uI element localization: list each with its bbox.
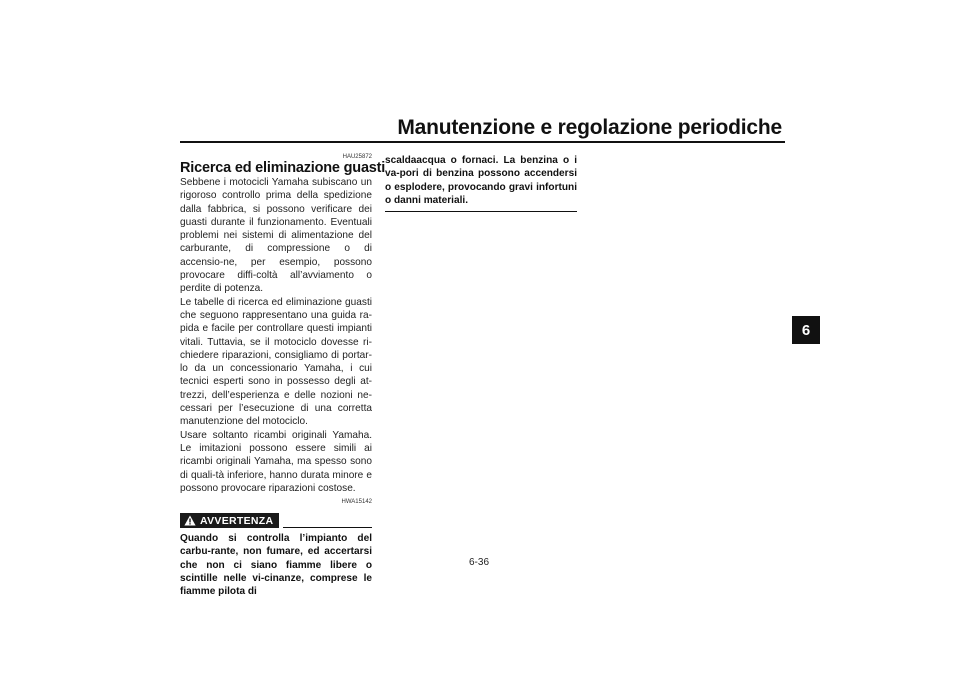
warning-triangle-icon [184,515,196,526]
warning-header [180,512,372,529]
paragraph-3: Usare soltanto ricambi originali Yamaha. Le imitazioni possono essere simili ai ricambi originali Yamaha, ma spesso sono di quali-tà inferiore, hanno durata minore e possono provocare riparazioni costose. [180,429,372,494]
paragraph-2: Le tabelle di ricerca ed eliminazione guasti che seguono rappresentano una guida ra-pida e facile per controllare questi impianti vitali. Tuttavia, se il motociclo dovesse ri-chiedere riparazioni, consigliamo di portar-lo da un concessionario Yamaha, i cui tecnici esperti sono in possesso degli at-trezzi, dell’esperienza e delle nozioni ne-cessari per l’esecuzione di una corretta manutenzione del motociclo. [180,296,372,428]
title-rule [180,141,785,143]
section-code: HAU25872 [342,154,372,160]
warning-label: AVVERTENZA [200,514,274,527]
left-column [180,154,386,599]
section-heading: Ricerca ed eliminazione guasti [180,160,386,176]
warning-code: HWA15142 [341,499,372,506]
warning-text-part2: scaldaacqua o fornaci. La benzina o i va-pori di benzina possono accendersi o esplodere, provocando gravi infortuni o danni materiali. [385,155,577,206]
right-column [385,154,577,212]
warning-header-rule [283,527,372,528]
page-title: Manutenzione e regolazione periodiche [397,116,782,139]
warning-text-part1: Quando si controlla l’impianto del carbu-rante, non fumare, ed accertarsi che non ci siano fiamme libere o scintille nelle vi-cinanze, comprese le fiamme pilota di [180,533,372,598]
chapter-tab[interactable]: 6 [792,316,820,344]
paragraph-1: Sebbene i motocicli Yamaha subiscano un rigoroso controllo prima della spedizione dalla fabbrica, si possono verificare dei guasti durante il funzionamento. Eventuali problemi nei sistemi di alimentazione del carburante, di compressione o di accensio-ne, per esempio, possono provocare diffi-coltà all’avviamento o perdite di potenza. [180,177,372,295]
page-number: 6-36 [469,557,490,568]
warning-end-rule [385,211,577,212]
warning-badge [180,513,279,528]
